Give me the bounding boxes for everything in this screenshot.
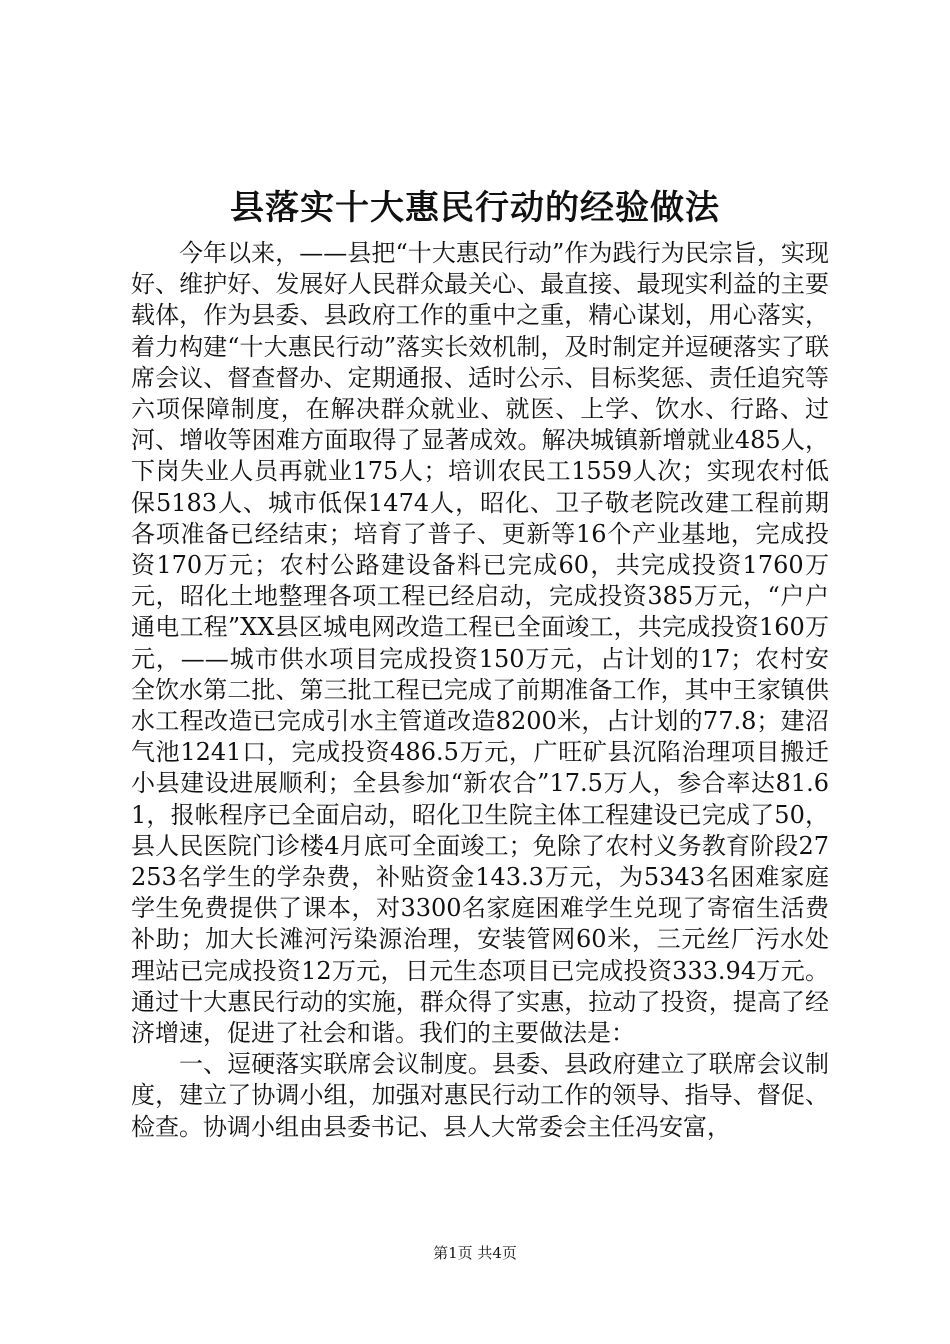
document-body [131,238,829,1143]
document-title: 县落实十大惠民行动的经验做法 [230,188,720,228]
paragraph-intro: 今年以来，——县把“十大惠民行动”作为践行为民宗旨，实现好、维护好、发展好人民群众最关心、最直接、最现实利益的主要载体，作为县委、县政府工作的重中之重，精心谋划，用心落实，着力构建“十大惠民行动”落实长效机制，及时制定并逗硬落实了联席会议、督查督办、定期通报、适时公示、目标奖惩、责任追究等六项保障制度，在解决群众就业、就医、上学、饮水、行路、过河、增收等困难方面取得了显著成效。解决城镇新增就业485人，下岗失业人员再就业175人；培训农民工1559人次；实现农村低保5183人、城市低保1474人，昭化、卫子敬老院改建工程前期各项准备已经结束；培育了普子、更新等16个产业基地，完成投资170万元；农村公路建设备料已完成60，共完成投资1760万元，昭化土地整理各项工程已经启动，完成投资385万元，“户户通电工程”XX县区城电网改造工程已全面竣工，共完成投资160万元，——城市供水项目完成投资150万元，占计划的17；农村安全饮水第二批、第三批工程已完成了前期准备工作，其中王家镇供水工程改造已完成引水主管道改造8200米，占计划的77.8；建沼气池1241口，完成投资486.5万元，广旺矿县沉陷治理项目搬迁小县建设进展顺利；全县参加“新农合”17.5万人，参合率达81.61，报帐程序已全面启动，昭化卫生院主体工程建设已完成了50，县人民医院门诊楼4月底可全面竣工；免除了农村义务教育阶段27253名学生的学杂费，补贴资金143.3万元，为5343名困难家庭学生免费提供了课本，对3300名家庭困难学生兑现了寄宿生活费补助；加大长滩河污染源治理，安装管网60米，三元丝厂污水处理站已完成投资12万元，日元生态项目已完成投资333.94万元。通过十大惠民行动的实施，群众得了实惠，拉动了投资，提高了经济增速，促进了社会和谐。我们的主要做法是： [131,239,829,1048]
paragraph-section-one: 一、逗硬落实联席会议制度。县委、县政府建立了联席会议制度，建立了协调小组，加强对惠民行动工作的领导、指导、督促、检查。协调小组由县委书记、县人大常委会主任冯安富， [131,1050,829,1141]
page-footer: 第1页 共4页 [433,1244,517,1262]
